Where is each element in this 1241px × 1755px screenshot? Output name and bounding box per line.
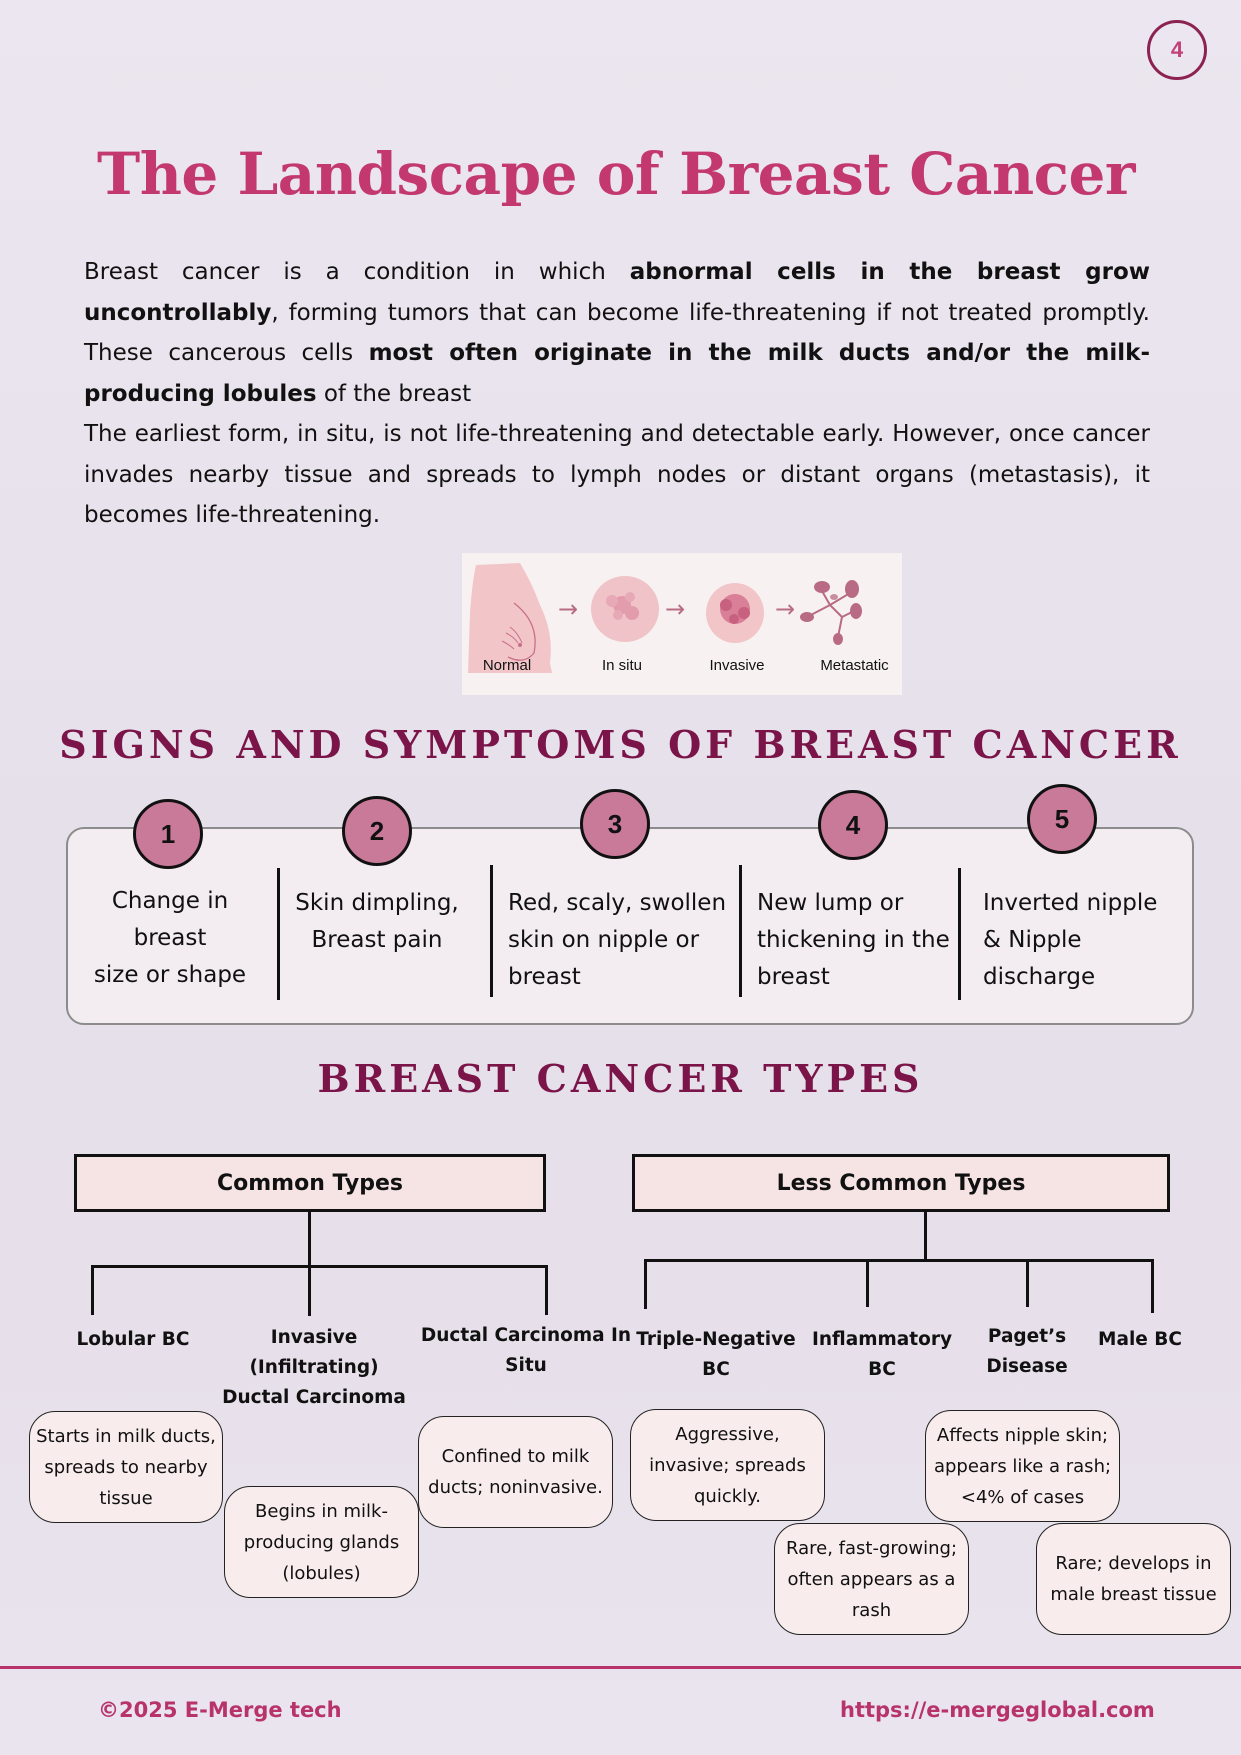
description-bubble <box>925 1410 1120 1522</box>
intro-text-run: of the breast <box>316 380 472 407</box>
sign-divider <box>739 865 742 997</box>
common-types-heading: Common Types <box>74 1154 546 1212</box>
bubble-line: Rare; develops in <box>1055 1553 1212 1574</box>
sign-divider <box>277 868 280 1000</box>
intro-paragraph-2: The earliest form, in situ, is not life-threatening and detectable early. However, once cancer invades nearby tissue and spreads to lymph nodes or distant organs (metastasis), it becomes life-threatening. <box>84 421 1150 528</box>
tree-connector <box>644 1259 1154 1262</box>
type-label-line: Male BC <box>1098 1329 1182 1350</box>
sign-text-line: discharge <box>983 964 1096 990</box>
sign-number-5: 5 <box>1027 784 1097 854</box>
bubble-line: Confined to milk <box>441 1446 590 1467</box>
type-label-line: BC <box>868 1359 896 1380</box>
sign-text-3 <box>508 885 738 996</box>
description-bubble <box>224 1486 419 1598</box>
type-label-triple-negative <box>636 1325 796 1385</box>
metastatic-node <box>830 594 838 600</box>
type-label-line: Invasive (Infiltrating) <box>249 1327 379 1378</box>
bubble-line: Starts in milk ducts, <box>36 1425 216 1447</box>
type-label-line: BC <box>702 1359 730 1380</box>
bubble-line: Aggressive, <box>675 1423 780 1445</box>
type-label-pagets <box>966 1322 1088 1382</box>
tree-connector <box>1026 1259 1029 1307</box>
footer-divider <box>0 1666 1241 1669</box>
intro-text-run: , forming tumors that can become life-threatening if not treated promptly. These cancerous cells <box>84 299 1150 366</box>
sign-text-1 <box>74 883 266 994</box>
type-label-line: Situ <box>505 1355 547 1376</box>
sign-text-5 <box>983 885 1183 996</box>
tree-connector <box>308 1212 311 1316</box>
sign-text-line: breast <box>508 964 581 990</box>
insitu-cluster <box>606 595 618 607</box>
bubble-line: tissue <box>99 1487 153 1509</box>
description-bubble <box>630 1409 825 1521</box>
sign-text-line: thickening in the <box>757 927 950 953</box>
invasive-mass <box>738 607 750 619</box>
bubble-line: <4% of cases <box>960 1486 1085 1508</box>
tree-connector <box>866 1259 869 1307</box>
bubble-line: (lobules) <box>282 1562 361 1584</box>
sign-text-line: Skin dimpling, <box>295 890 459 916</box>
footer-link[interactable]: https://e-mergeglobal.com <box>840 1698 1155 1722</box>
sign-text-line: New lump or <box>757 890 904 916</box>
stage-label-normal: Normal <box>482 657 532 674</box>
intro-text <box>84 252 1150 536</box>
bubble-line: spreads to nearby <box>44 1456 208 1478</box>
tree-connector <box>545 1265 548 1315</box>
stage-label-in-situ: In situ <box>601 657 643 674</box>
bubble-line: quickly. <box>694 1485 761 1507</box>
sign-divider <box>958 868 961 1000</box>
bubble-line: ducts; noninvasive. <box>428 1477 603 1498</box>
tree-connector <box>644 1259 647 1309</box>
types-section-title: BREAST CANCER TYPES <box>317 1056 924 1101</box>
bubble-line: Begins in milk- <box>255 1500 388 1522</box>
sign-text-line: Red, scaly, swollen <box>508 890 727 916</box>
bubble-line: invasive; spreads <box>649 1454 806 1476</box>
invasive-mass <box>729 614 739 624</box>
intro-text-bold: most often originate in the milk ducts and/or the milk-producing lobules <box>84 340 1150 407</box>
footer-copyright: ©2025 E-Merge tech <box>98 1698 342 1722</box>
type-label-inflammatory <box>802 1325 962 1385</box>
bubble-line: often appears as a <box>787 1568 956 1590</box>
sign-text-4 <box>757 885 957 996</box>
sign-text-line: Breast pain <box>311 927 443 953</box>
metastatic-node <box>800 612 814 622</box>
bubble-line: producing glands <box>243 1531 400 1553</box>
type-label-line: Paget’s <box>987 1326 1067 1347</box>
sign-text-line: & Nipple <box>983 927 1082 953</box>
metastatic-node <box>845 580 859 598</box>
sign-text-line: skin on nipple or <box>508 927 700 953</box>
type-label-line: Inflammatory <box>811 1329 953 1350</box>
sign-text-2 <box>286 885 468 959</box>
type-label-lobular <box>58 1325 208 1355</box>
tree-connector <box>91 1265 548 1268</box>
bubble-line: Affects nipple skin; <box>936 1424 1109 1446</box>
metastatic-node <box>814 581 830 593</box>
less-common-types-heading: Less Common Types <box>632 1154 1170 1212</box>
stage-arrow: → <box>775 595 796 623</box>
sign-number-2: 2 <box>342 796 412 866</box>
page-number: 4 <box>1147 20 1207 80</box>
sign-divider <box>490 865 493 997</box>
description-bubble <box>1036 1523 1231 1635</box>
sign-text-line: Change in breast <box>111 888 229 951</box>
invasive-mass <box>720 599 732 611</box>
type-label-line: Ductal Carcinoma <box>222 1387 406 1408</box>
insitu-cluster <box>613 610 623 620</box>
type-label-invasive-ductal <box>204 1323 424 1413</box>
sign-number-1: 1 <box>133 799 203 869</box>
type-label-line: Ductal Carcinoma In <box>420 1325 632 1346</box>
sign-number-3: 3 <box>580 789 650 859</box>
stage-label-invasive: Invasive <box>709 657 765 674</box>
signs-section-title: SIGNS AND SYMPTOMS OF BREAST CANCER <box>59 722 1182 767</box>
description-bubble <box>29 1411 223 1523</box>
page-title: The Landscape of Breast Cancer <box>97 140 1135 208</box>
type-label-line: Lobular BC <box>76 1329 190 1350</box>
bubble-line: male breast tissue <box>1050 1584 1217 1605</box>
metastatic-node <box>850 603 862 619</box>
sign-text-line: size or shape <box>93 962 247 988</box>
normal-nipple <box>518 643 522 647</box>
sign-text-line: breast <box>757 964 830 990</box>
intro-text-bold: abnormal cells in the breast grow uncontrollably <box>84 259 1150 326</box>
tree-connector <box>924 1212 927 1259</box>
intro-paragraph-1 <box>84 252 1150 414</box>
tree-connector <box>1151 1259 1154 1313</box>
type-label-line: Disease <box>986 1356 1068 1377</box>
bubble-line: appears like a rash; <box>933 1455 1112 1477</box>
type-label-line: Triple-Negative <box>636 1329 796 1350</box>
sign-number-4: 4 <box>818 790 888 860</box>
stages-illustration <box>462 553 902 695</box>
stage-arrow: → <box>665 595 686 623</box>
type-label-male <box>1088 1325 1192 1355</box>
description-bubble <box>774 1523 969 1635</box>
bubble-line: rash <box>851 1599 892 1621</box>
metastatic-node <box>833 633 843 645</box>
description-bubble <box>418 1416 613 1528</box>
stage-arrow: → <box>558 595 579 623</box>
insitu-cluster <box>625 592 635 602</box>
stage-label-metastatic: Metastatic <box>820 657 889 674</box>
intro-text-run: Breast cancer is a condition in which <box>84 259 630 285</box>
insitu-cluster <box>625 606 639 620</box>
type-label-dcis <box>418 1321 634 1381</box>
sign-text-line: Inverted nipple <box>983 890 1158 916</box>
tree-connector <box>91 1265 94 1315</box>
bubble-line: Rare, fast-growing; <box>785 1537 958 1559</box>
